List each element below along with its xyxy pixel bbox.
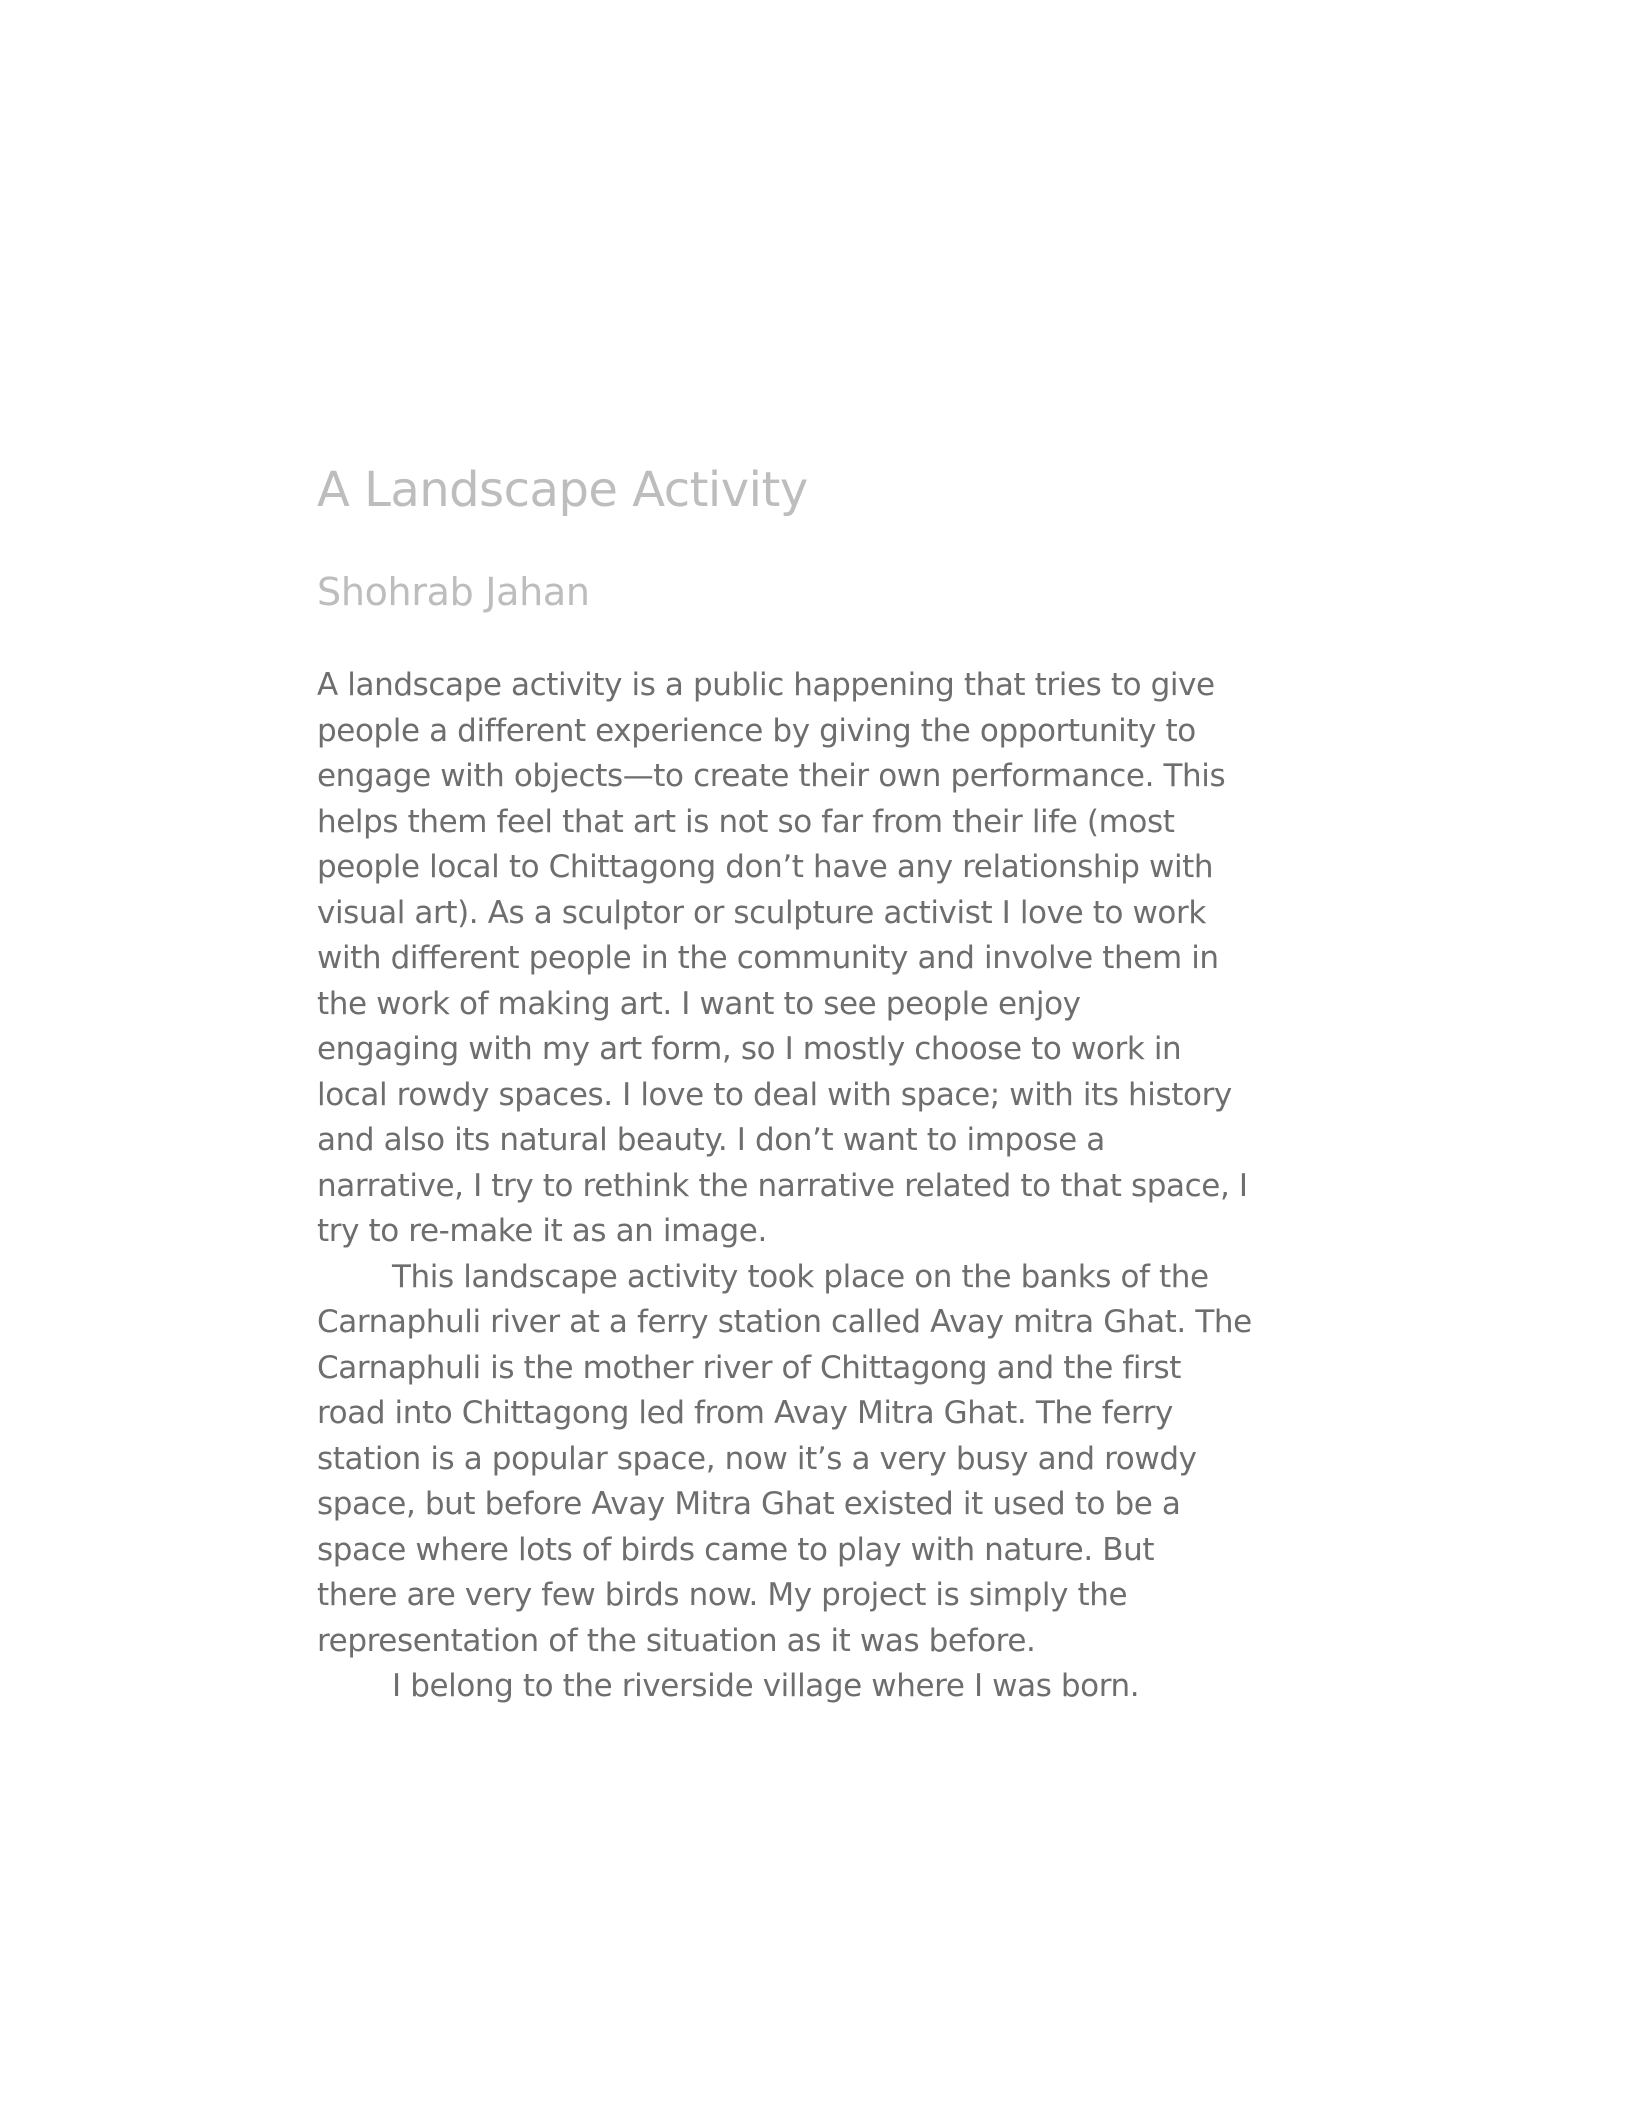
- paragraph: [317, 663, 1317, 1255]
- text-line: people a different experience by giving the opportunity to: [317, 712, 1196, 749]
- text-line: space, but before Avay Mitra Ghat existed it used to be a: [317, 1486, 1181, 1523]
- text-line: space where lots of birds came to play with nature. But: [317, 1531, 1155, 1568]
- text-line: road into Chittagong led from Avay Mitra Ghat. The ferry: [317, 1395, 1173, 1432]
- text-line: try to re-make it as an image.: [317, 1213, 767, 1250]
- text-line: with different people in the community and involve them in: [317, 940, 1219, 977]
- text-line: engage with objects—to create their own performance. This: [317, 758, 1226, 795]
- article-author: Shohrab Jahan: [317, 569, 590, 614]
- text-line: Carnaphuli is the mother river of Chittagong and the first: [317, 1349, 1181, 1386]
- paragraph: [317, 1255, 1317, 1665]
- article: [317, 462, 1317, 1710]
- text-line: narrative, I try to rethink the narrative related to that space, I: [317, 1167, 1248, 1204]
- text-line: This landscape activity took place on the banks of the: [392, 1258, 1209, 1295]
- paragraph: [317, 1664, 1317, 1710]
- text-line: engaging with my art form, so I mostly choose to work in: [317, 1031, 1182, 1068]
- text-line: helps them feel that art is not so far from their life (most: [317, 803, 1175, 840]
- text-line: representation of the situation as it was before.: [317, 1622, 1036, 1659]
- text-line: local rowdy spaces. I love to deal with space; with its history: [317, 1076, 1232, 1113]
- article-title: A Landscape Activity: [317, 462, 808, 518]
- text-line: people local to Chittagong don’t have any relationship with: [317, 849, 1214, 886]
- text-line: I belong to the riverside village where I was born.: [392, 1668, 1140, 1705]
- text-line: and also its natural beauty. I don’t want to impose a: [317, 1122, 1105, 1159]
- article-body: [317, 663, 1317, 1710]
- text-line: there are very few birds now. My project is simply the: [317, 1577, 1128, 1614]
- text-line: visual art). As a sculptor or sculpture activist I love to work: [317, 894, 1206, 931]
- text-line: station is a popular space, now it’s a very busy and rowdy: [317, 1440, 1197, 1477]
- text-line: the work of making art. I want to see people enjoy: [317, 985, 1081, 1022]
- text-line: Carnaphuli river at a ferry station called Avay mitra Ghat. The: [317, 1304, 1252, 1341]
- text-line: A landscape activity is a public happening that tries to give: [317, 667, 1215, 704]
